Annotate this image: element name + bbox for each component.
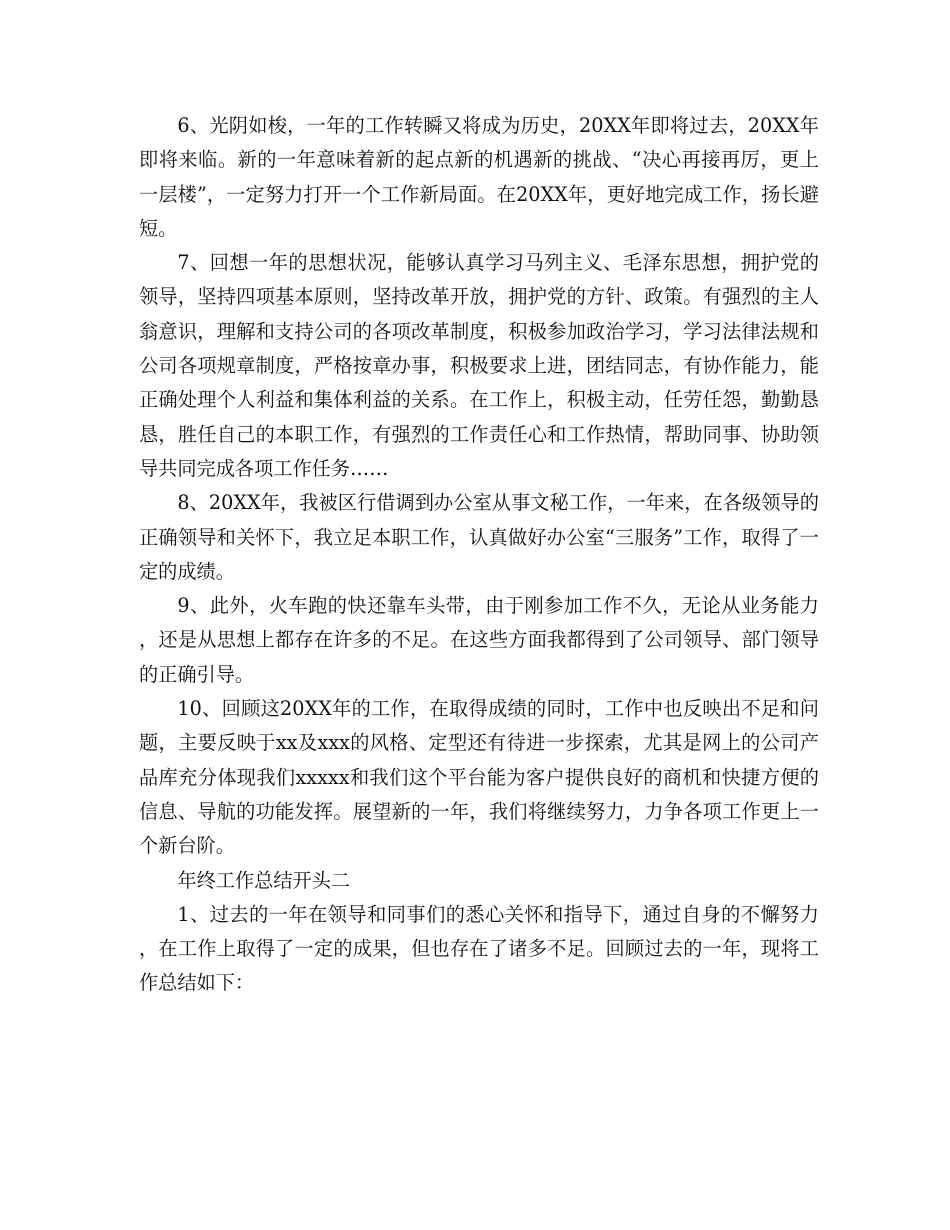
paragraph-1: 1、过去的一年在领导和同事们的悉心关怀和指导下，通过自身的不懈努力，在工作上取得了一定的成果，但也存在了诸多不足。回顾过去的一年，现将工作总结如下： bbox=[139, 902, 819, 995]
section-heading: 年终工作总结开头二 bbox=[177, 868, 351, 892]
paragraph-7: 7、回想一年的思想状况，能够认真学习马列主义、毛泽东思想，拥护党的领导，坚持四项基本原则，坚持改革开放，拥护党的方针、政策。有强烈的主人翁意识，理解和支持公司的各项改革制度，积极参加政治学习，学习法律法规和公司各项规章制度，严格按章办事，积极要求上进，团结同志，有协作能力，能正确处理个人利益和集体利益的关系。在工作上，积极主动，任劳任怨，勤勤恳恳，胜任自己的本职工作，有强烈的工作责任心和工作热情，帮助同事、协助领导共同完成各项工作任务…… bbox=[139, 251, 819, 480]
document-body bbox=[139, 109, 819, 1001]
paragraph-8: 8、20XX年，我被区行借调到办公室从事文秘工作，一年来，在各级领导的正确领导和关怀下，我立足本职工作，认真做好办公室“三服务”工作，取得了一定的成绩。 bbox=[139, 491, 819, 583]
paragraph-10: 10、回顾这20XX年的工作，在取得成绩的同时，工作中也反映出不足和问题，主要反映于xx及xxx的风格、定型还有待进一步探索，尤其是网上的公司产品库充分体现我们xxxxx和我们这个平台能为客户提供良好的商机和快捷方便的信息、导航的功能发挥。展望新的一年，我们将继续努力，力争各项工作更上一个新台阶。 bbox=[139, 697, 819, 858]
paragraph-6: 6、光阴如梭，一年的工作转瞬又将成为历史，20XX年即将过去，20XX年即将来临。新的一年意味着新的起点新的机遇新的挑战、“决心再接再厉，更上一层楼”，一定努力打开一个工作新局面。在20XX年，更好地完成工作，扬长避短。 bbox=[139, 114, 819, 240]
paragraph-9: 9、此外，火车跑的快还靠车头带，由于刚参加工作不久，无论从业务能力，还是从思想上都存在许多的不足。在这些方面我都得到了公司领导、部门领导的正确引导。 bbox=[139, 594, 819, 686]
